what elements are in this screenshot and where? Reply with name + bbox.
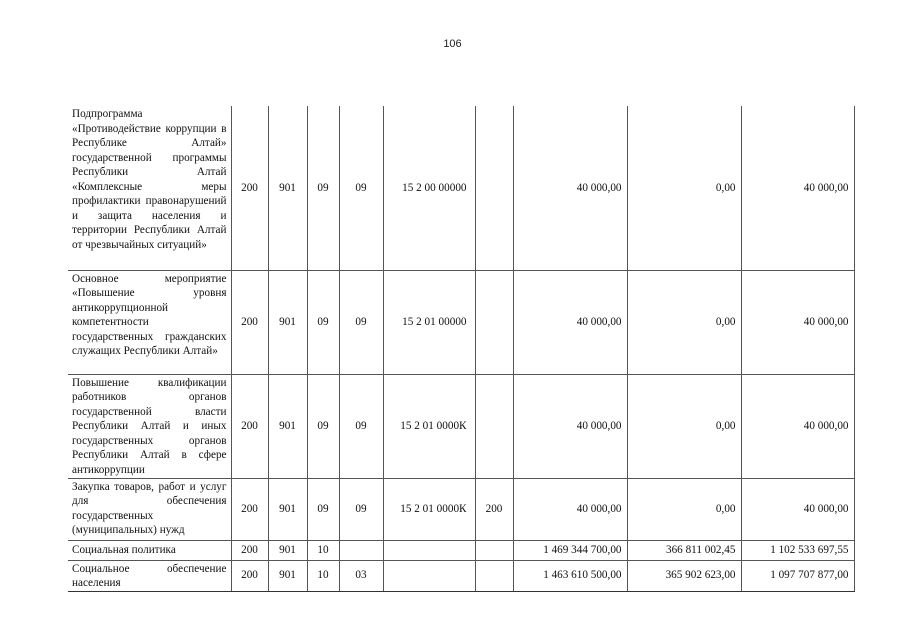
executed-amount-cell: 366 811 002,45 <box>627 540 741 560</box>
subsection-code-cell: 09 <box>339 106 383 270</box>
remainder-amount-cell: 1 097 707 877,00 <box>741 560 854 591</box>
row-name-cell: Социальная политика <box>68 540 231 560</box>
department-code-cell: 901 <box>268 540 307 560</box>
department-code-cell: 901 <box>268 374 307 478</box>
subsection-code-cell: 03 <box>339 560 383 591</box>
expense-type-cell <box>475 106 513 270</box>
table-row <box>68 106 854 270</box>
section-code-cell: 09 <box>307 478 339 540</box>
department-code-cell: 901 <box>268 560 307 591</box>
subsection-code-cell: 09 <box>339 270 383 374</box>
grbs-code-cell: 200 <box>231 270 268 374</box>
expense-type-cell: 200 <box>475 478 513 540</box>
target-article-cell <box>383 540 475 560</box>
grbs-code-cell: 200 <box>231 478 268 540</box>
expense-type-cell <box>475 560 513 591</box>
executed-amount-cell: 0,00 <box>627 270 741 374</box>
table-row <box>68 540 854 560</box>
executed-amount-cell: 0,00 <box>627 374 741 478</box>
approved-amount-cell: 40 000,00 <box>513 478 627 540</box>
remainder-amount-cell: 40 000,00 <box>741 106 854 270</box>
subsection-code-cell: 09 <box>339 478 383 540</box>
row-name-cell: Социальное обеспечение населения <box>68 560 231 591</box>
executed-amount-cell: 365 902 623,00 <box>627 560 741 591</box>
target-article-cell <box>383 560 475 591</box>
expense-type-cell <box>475 540 513 560</box>
page-number: 106 <box>443 38 462 50</box>
department-code-cell: 901 <box>268 478 307 540</box>
target-article-cell: 15 2 01 00000 <box>383 270 475 374</box>
target-article-cell: 15 2 01 0000К <box>383 374 475 478</box>
grbs-code-cell: 200 <box>231 106 268 270</box>
grbs-code-cell: 200 <box>231 374 268 478</box>
remainder-amount-cell: 40 000,00 <box>741 374 854 478</box>
section-code-cell: 09 <box>307 374 339 478</box>
grbs-code-cell: 200 <box>231 540 268 560</box>
executed-amount-cell: 0,00 <box>627 478 741 540</box>
section-code-cell: 10 <box>307 540 339 560</box>
department-code-cell: 901 <box>268 106 307 270</box>
table-row <box>68 478 854 540</box>
approved-amount-cell: 40 000,00 <box>513 106 627 270</box>
row-name-cell: Повышение квалификации работников органов государственной власти Республики Алтай и иных государственных органов Республики Алтай в сфере антикоррупции <box>68 374 231 478</box>
row-name-cell: Подпрограмма «Противодействие коррупции в Республике Алтай» государственной программы Республики Алтай «Комплексные меры профилактики правонарушений и защита населения и территории Республики Алтай от чрезвычайных ситуаций» <box>68 106 231 270</box>
remainder-amount-cell: 1 102 533 697,55 <box>741 540 854 560</box>
approved-amount-cell: 40 000,00 <box>513 270 627 374</box>
section-code-cell: 10 <box>307 560 339 591</box>
table-row <box>68 374 854 478</box>
department-code-cell: 901 <box>268 270 307 374</box>
target-article-cell: 15 2 01 0000К <box>383 478 475 540</box>
table-row <box>68 560 854 591</box>
approved-amount-cell: 1 463 610 500,00 <box>513 560 627 591</box>
target-article-cell: 15 2 00 00000 <box>383 106 475 270</box>
table-row <box>68 270 854 374</box>
executed-amount-cell: 0,00 <box>627 106 741 270</box>
section-code-cell: 09 <box>307 270 339 374</box>
grbs-code-cell: 200 <box>231 560 268 591</box>
subsection-code-cell: 09 <box>339 374 383 478</box>
expense-type-cell <box>475 374 513 478</box>
approved-amount-cell: 40 000,00 <box>513 374 627 478</box>
expense-type-cell <box>475 270 513 374</box>
section-code-cell: 09 <box>307 106 339 270</box>
remainder-amount-cell: 40 000,00 <box>741 478 854 540</box>
row-name-cell: Основное мероприятие «Повышение уровня антикоррупционной компетентности государственных гражданских служащих Республики Алтай» <box>68 270 231 374</box>
approved-amount-cell: 1 469 344 700,00 <box>513 540 627 560</box>
remainder-amount-cell: 40 000,00 <box>741 270 854 374</box>
row-name-cell: Закупка товаров, работ и услуг для обеспечения государственных (муниципальных) нужд <box>68 478 231 540</box>
subsection-code-cell <box>339 540 383 560</box>
budget-table <box>68 106 855 592</box>
